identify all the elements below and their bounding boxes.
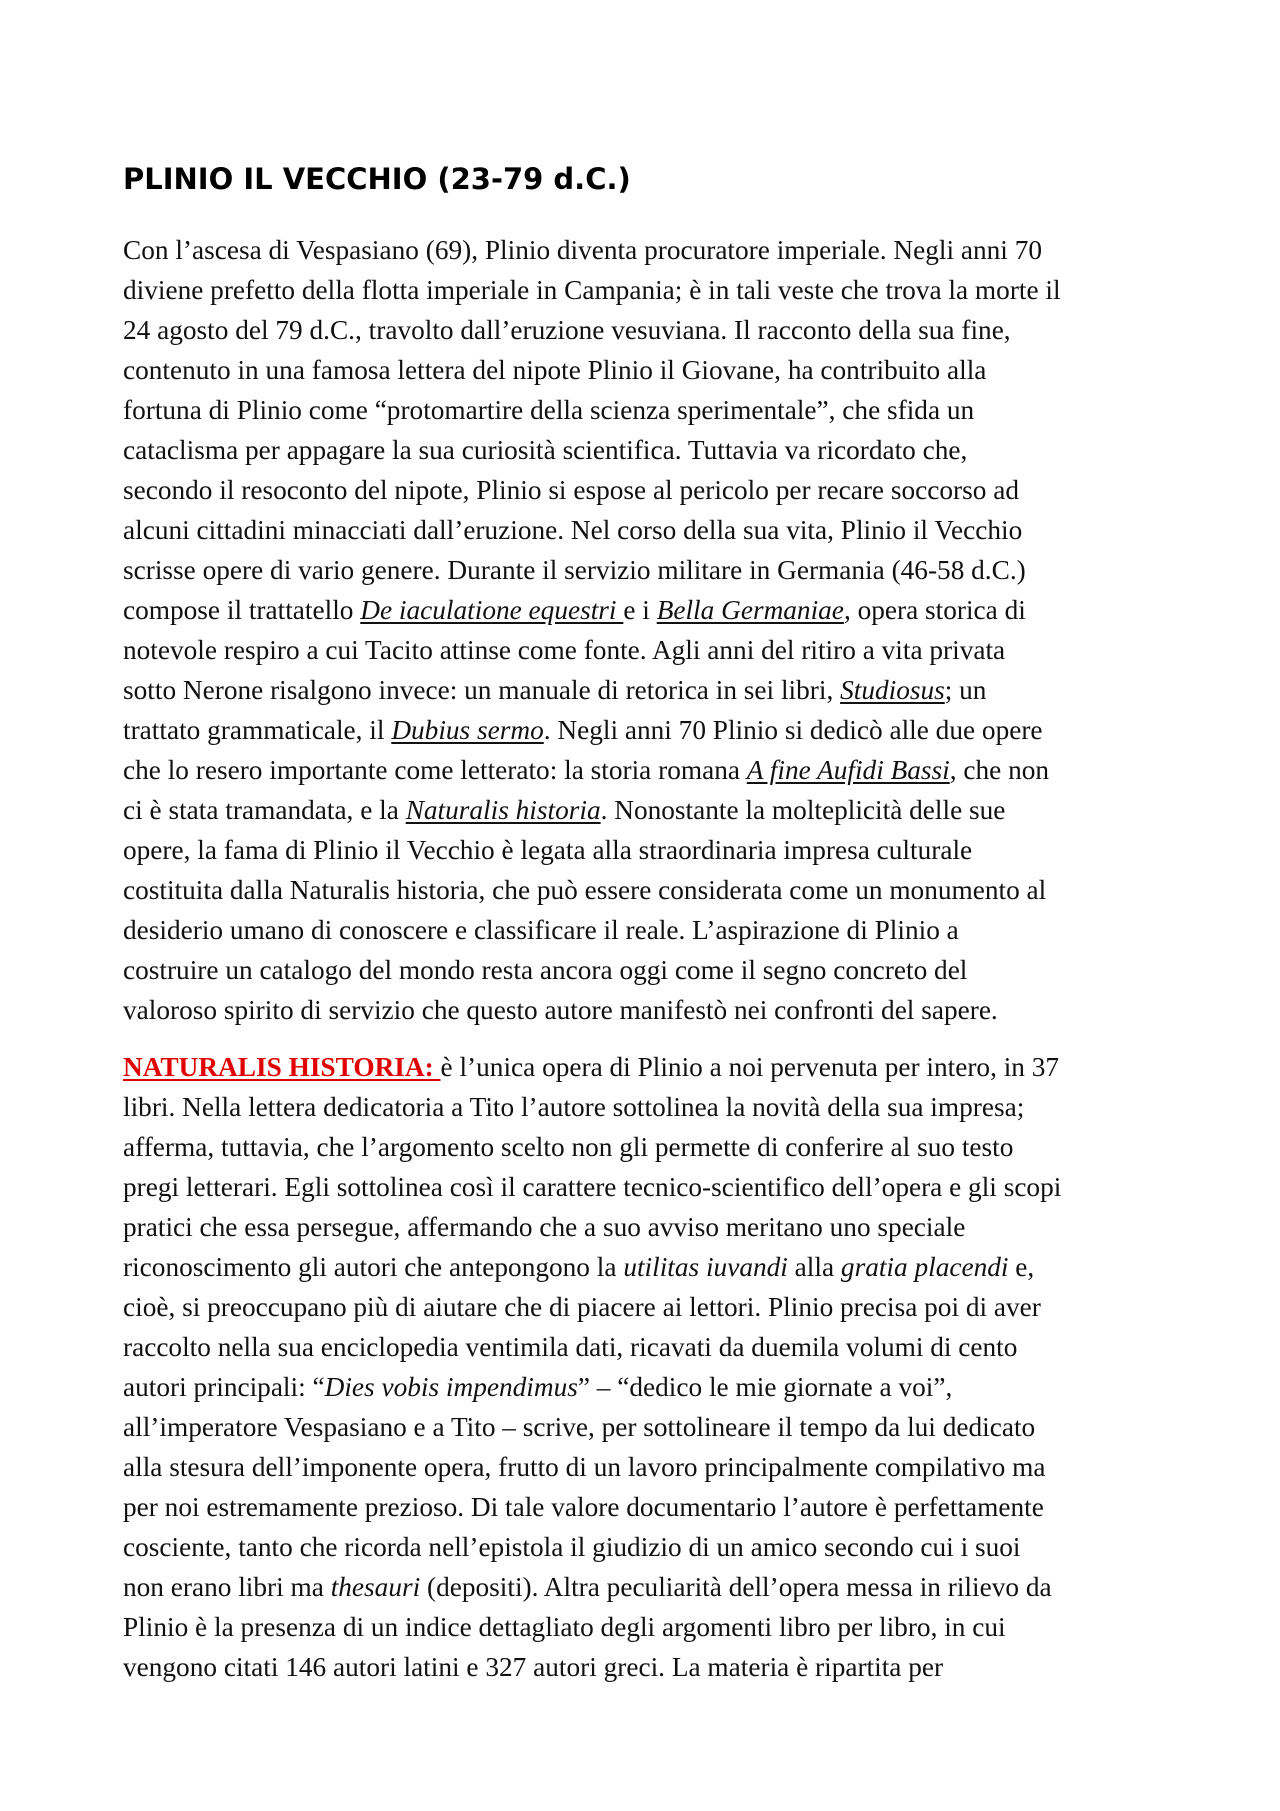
text-line [123, 1047, 1183, 1087]
text-line: cosciente, tanto che ricorda nell’epistola il giudizio di un amico secondo cui i suoi [123, 1532, 1021, 1562]
text-line [123, 1367, 1183, 1407]
work-title-de-iaculatione-equestri: De iaculatione equestri [360, 595, 624, 625]
text-line: 24 agosto del 79 d.C., travolto dall’eruzione vesuviana. Il racconto della sua fine, [123, 315, 1011, 345]
text-line: desiderio umano di conoscere e classificare il reale. L’aspirazione di Plinio a [123, 915, 959, 945]
text-run: ” – “dedico le mie giornate a voi”, [577, 1372, 953, 1402]
work-title-naturalis-historia: Naturalis historia [405, 795, 601, 825]
text-line: libri. Nella lettera dedicatoria a Tito l’autore sottolinea la novità della sua impresa; [123, 1092, 1025, 1122]
text-run: che lo resero importante come letterato: la storia romana [123, 755, 747, 785]
paragraph-biography [123, 230, 1183, 1030]
text-line [123, 590, 1183, 630]
text-line [123, 670, 1183, 710]
work-title-studiosus: Studiosus [840, 675, 945, 705]
latin-word-thesauri: thesauri [330, 1572, 421, 1602]
text-line: costruire un catalogo del mondo resta ancora oggi come il segno concreto del [123, 955, 968, 985]
text-run: e, [1008, 1252, 1035, 1282]
text-run: alla [787, 1252, 841, 1282]
text-line [123, 1567, 1183, 1607]
latin-phrase-utilitas-iuvandi: utilitas iuvandi [623, 1252, 788, 1282]
text-line: pratici che essa persegue, affermando che a suo avviso meritano uno speciale [123, 1212, 966, 1242]
text-line: per noi estremamente prezioso. Di tale valore documentario l’autore è perfettamente [123, 1492, 1044, 1522]
text-line: alla stesura dell’imponente opera, frutto di un lavoro principalmente compilativo ma [123, 1452, 1046, 1482]
work-title-bella-germaniae: Bella Germaniae [656, 595, 844, 625]
text-run: ; un [944, 675, 987, 705]
text-run: e i [623, 595, 657, 625]
text-run: compose il trattatello [123, 595, 361, 625]
text-line [123, 1247, 1183, 1287]
text-line: contenuto in una famosa lettera del nipote Plinio il Giovane, ha contribuito alla [123, 355, 987, 385]
text-line: opere, la fama di Plinio il Vecchio è legata alla straordinaria impresa culturale [123, 835, 973, 865]
text-line: pregi letterari. Egli sottolinea così il carattere tecnico-scientifico dell’opera e gli scopi [123, 1172, 1062, 1202]
text-run: riconoscimento gli autori che antepongono la [123, 1252, 624, 1282]
text-line: secondo il resoconto del nipote, Plinio si espose al pericolo per recare soccorso ad [123, 475, 1019, 505]
text-line: fortuna di Plinio come “protomartire della scienza sperimentale”, che sfida un [123, 395, 975, 425]
text-run: non erano libri ma [123, 1572, 331, 1602]
text-line: notevole respiro a cui Tacito attinse come fonte. Agli anni del ritiro a vita privata [123, 635, 1006, 665]
text-line: cataclisma per appagare la sua curiosità scientifica. Tuttavia va ricordato che, [123, 435, 968, 465]
text-line [123, 710, 1183, 750]
text-line: Con l’ascesa di Vespasiano (69), Plinio diventa procuratore imperiale. Negli anni 70 [123, 235, 1043, 265]
text-run: trattato grammaticale, il [123, 715, 392, 745]
text-run: è l’unica opera di Plinio a noi pervenuta per intero, in 37 [440, 1052, 1060, 1082]
text-run: ci è stata tramandata, e la [123, 795, 406, 825]
text-run: , opera storica di [843, 595, 1026, 625]
text-line: scrisse opere di vario genere. Durante il servizio militare in Germania (46-58 d.C.) [123, 555, 1026, 585]
text-line: valoroso spirito di servizio che questo autore manifestò nei confronti del sapere. [123, 995, 998, 1025]
text-run: . Negli anni 70 Plinio si dedicò alle due opere [543, 715, 1043, 745]
work-title-a-fine-aufidi-bassi: A fine Aufidi Bassi [746, 755, 950, 785]
text-line: afferma, tuttavia, che l’argomento scelto non gli permette di conferire al suo testo [123, 1132, 1014, 1162]
text-line: vengono citati 146 autori latini e 327 autori greci. La materia è ripartita per [123, 1652, 944, 1682]
paragraph-naturalis-historia [123, 1047, 1183, 1687]
text-line: costituita dalla Naturalis historia, che può essere considerata come un monumento al [123, 875, 1047, 905]
text-run: , che non [949, 755, 1050, 785]
text-line: Plinio è la presenza di un indice dettagliato degli argomenti libro per libro, in cui [123, 1612, 1006, 1642]
page-title: PLINIO IL VECCHIO (23-79 d.C.) [123, 162, 631, 196]
section-label-naturalis-historia: NATURALIS HISTORIA: [123, 1052, 441, 1082]
text-line [123, 750, 1183, 790]
text-run: sotto Nerone risalgono invece: un manuale di retorica in sei libri, [123, 675, 841, 705]
text-line: raccolto nella sua enciclopedia ventimila dati, ricavati da duemila volumi di cento [123, 1332, 1018, 1362]
text-line: cioè, si preoccupano più di aiutare che di piacere ai lettori. Plinio precisa poi di aver [123, 1292, 1041, 1322]
latin-phrase-dies-vobis-impendimus: Dies vobis impendimus [324, 1372, 578, 1402]
text-line [123, 790, 1183, 830]
text-line: alcuni cittadini minacciati dall’eruzione. Nel corso della sua vita, Plinio il Vecchio [123, 515, 1023, 545]
text-run: (depositi). Altra peculiarità dell’opera messa in rilievo da [420, 1572, 1052, 1602]
text-run: . Nonostante la molteplicità delle sue [600, 795, 1006, 825]
latin-phrase-gratia-placendi: gratia placendi [840, 1252, 1009, 1282]
work-title-dubius-sermo: Dubius sermo [391, 715, 544, 745]
text-run: autori principali: “ [123, 1372, 325, 1402]
text-line: diviene prefetto della flotta imperiale in Campania; è in tali veste che trova la morte il [123, 275, 1061, 305]
text-line: all’imperatore Vespasiano e a Tito – scrive, per sottolineare il tempo da lui dedicato [123, 1412, 1036, 1442]
